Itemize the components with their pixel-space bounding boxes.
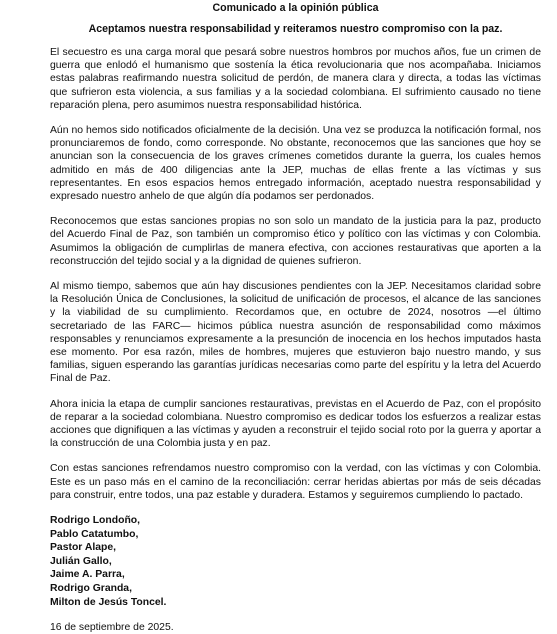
signatory-name: Milton de Jesús Toncel. xyxy=(50,596,167,608)
body-paragraph: Al mismo tiempo, sabemos que aún hay discusiones pendientes con la JEP. Necesitamos claridad sobre la Resolución Única de Conclusiones, la solicitud de unificación de procesos, el alcance de las sanciones y la viabilidad de su cumplimiento. Recordamos que, en octubre de 2024, nosotros —el último secretariado de las FARC— hicimos pública nuestra asunción de responsabilidad como máximos responsables y renunciamos expresamente a la presunción de inocencia en los hechos imputados hasta ese momento. Por esa razón, miles de hombres, mujeres que estuvieron bajo nuestro mando, y sus familias, siguen esperando las garantías jurídicas necesarias como parte del espíritu y la letra del Acuerdo Final de Paz. xyxy=(50,281,541,385)
document-subtitle: Aceptamos nuestra responsabilidad y reiteramos nuestro compromiso con la paz. xyxy=(88,23,503,35)
body-paragraph: Reconocemos que estas sanciones propias no son solo un mandato de la justicia para la paz, producto del Acuerdo Final de Paz, son también un compromiso ético y político con las víctimas y con Colombia. Asumimos la obligación de cumplirlas de manera efectiva, con acciones restaurativas que aporten a la reconstrucción del tejido social y a la dignidad de quienes sufrieron. xyxy=(50,216,541,267)
body-paragraph: Aún no hemos sido notificados oficialmente de la decisión. Una vez se produzca la notificación formal, nos pronunciaremos de fondo, como corresponde. No obstante, reconocemos que las sanciones que hoy se anuncian son la consecuencia de los graves crímenes cometidos durante la guerra, los cuales hemos admitido en más de 400 diligencias ante la JEP, muchas de ellas frente a las víctimas y sus representantes. En esos espacios hemos entregado información, aceptado nuestra responsabilidad y expresado nuestro anhelo de que algún día podamos ser perdonados. xyxy=(50,125,541,203)
document-date: 16 de septiembre de 2025. xyxy=(50,622,174,634)
body-paragraph: Ahora inicia la etapa de cumplir sanciones restaurativas, previstas en el Acuerdo de Paz, con el propósito de reparar a la sociedad colombiana. Nuestro compromiso es dedicar todos los esfuerzos a realizar estas acciones que dignifiquen a las víctimas y ayuden a reconstruir el tejido social roto por la guerra y aportar a la construcción de una Colombia justa y en paz. xyxy=(50,398,541,450)
signatory-list xyxy=(50,514,541,609)
signatory-name: Pablo Catatumbo, xyxy=(50,528,139,540)
body-paragraph: El secuestro es una carga moral que pesará sobre nuestros hombros por muchos años, fue un crimen de guerra que enlodó el humanismo que sostenía la ética revolucionaria que nos acompañaba. Iniciamos estas palabras reafirmando nuestra solicitud de perdón, de manera clara y directa, a todas las víctimas que sufrieron esta violencia, a sus familias y a la sociedad colombiana. El sufrimiento causado no tiene reparación plena, pero asumimos nuestra responsabilidad histórica. xyxy=(50,47,541,111)
document-title: Comunicado a la opinión pública xyxy=(212,2,379,14)
signatory-name: Pastor Alape, xyxy=(50,542,117,554)
signatory-name: Jaime A. Parra, xyxy=(50,569,125,581)
signatory-name: Julián Gallo, xyxy=(50,555,112,567)
signatory-name: Rodrigo Londoño, xyxy=(50,515,141,527)
body-paragraph: Con estas sanciones refrendamos nuestro compromiso con la verdad, con las víctimas y con Colombia. Este es un paso más en el camino de la reconciliación: cerrar heridas abiertas por más de seis décadas para construir, entre todos, una paz estable y duradera. Estamos y seguiremos cumpliendo lo pactado. xyxy=(50,463,541,501)
signatory-name: Rodrigo Granda, xyxy=(50,583,132,595)
